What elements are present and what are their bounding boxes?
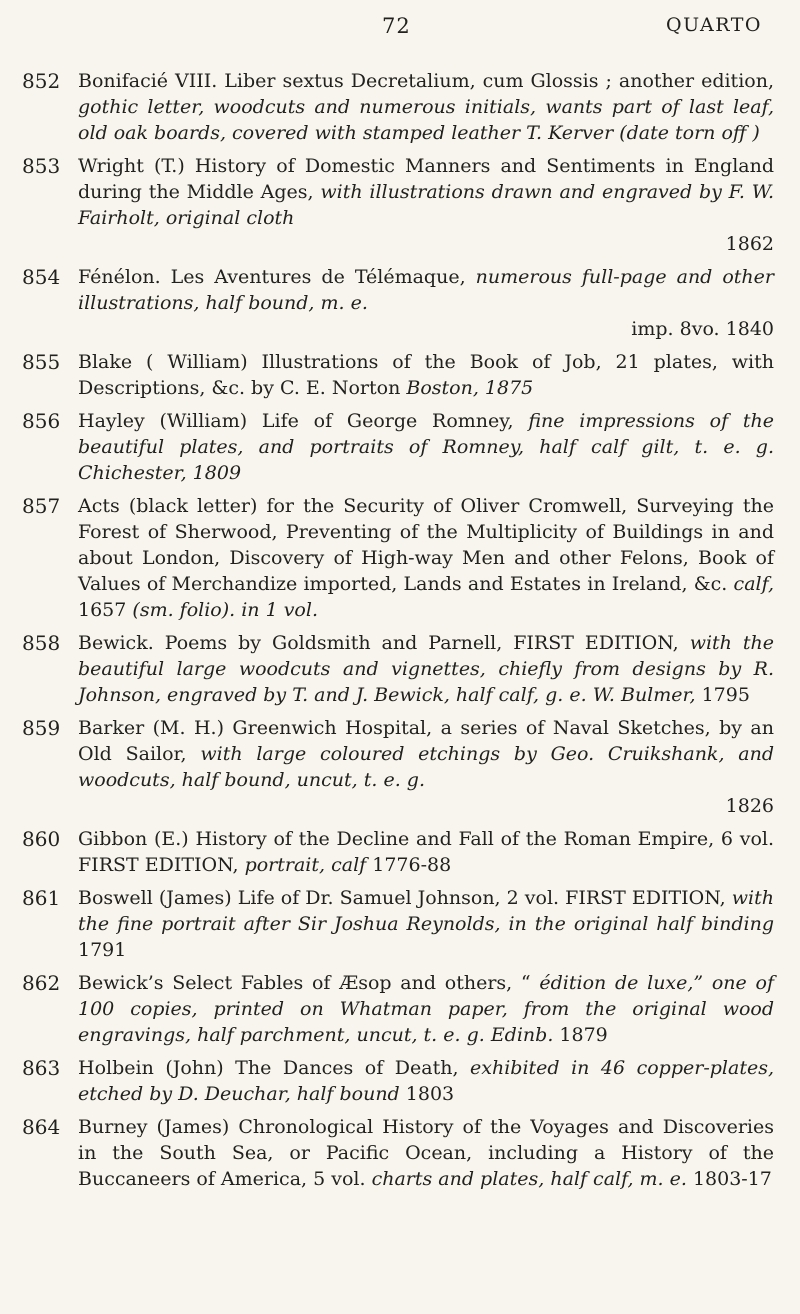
lot-number: 856 <box>22 409 61 433</box>
roman-text: Boswell (James) Life of Dr. Samuel Johnson, 2 vol. FIRST EDITION, <box>78 887 732 909</box>
catalogue-entry <box>22 264 774 342</box>
catalogue-entry <box>22 1114 774 1192</box>
roman-text: Acts (black letter) for the Security of Oliver Cromwell, Surveying the Forest of Sherwood, Preventing of the Multiplicity of Buildings in and about London, Discovery of High-way Men and other Felons, Book of Values of Merchandize imported, Lands and Estates in Ireland, &c. <box>78 495 774 595</box>
roman-text: Wright (T.) History of Domestic Manners and Sentiments in England during the Middle Ages, <box>78 155 774 203</box>
catalogue-entry <box>22 349 774 401</box>
lot-number: 861 <box>22 886 61 910</box>
lot-number: 863 <box>22 1056 61 1080</box>
roman-text: Blake ( William) Illustrations of the Book of Job, 21 plates, with Descriptions, &c. by C. E. Norton <box>78 351 774 399</box>
lot-number: 859 <box>22 716 61 740</box>
entry-description <box>78 408 774 486</box>
lot-number: 853 <box>22 154 61 178</box>
catalogue-entry <box>22 493 774 623</box>
lot-number: 855 <box>22 350 61 374</box>
lot-number: 858 <box>22 631 61 655</box>
italic-text: with the beautiful large woodcuts and vignettes, chiefly from designs by R. Johnson, engraved by T. and J. Bewick, half calf, g. e. W. Bulmer, <box>78 632 774 706</box>
italic-text: édition de luxe,” one of 100 copies, printed on Whatman paper, from the original wood engravings, half parchment, uncut, t. e. g. Edinb. <box>78 972 774 1046</box>
italic-text: gothic letter, woodcuts and numerous initials, wants part of last leaf, old oak boards, covered with stamped leather <box>78 96 774 144</box>
roman-text: 1803 <box>399 1083 455 1105</box>
page-number: 72 <box>382 14 411 38</box>
roman-text: Barker (M. H.) Greenwich Hospital, a series of Naval Sketches, by an Old Sailor, <box>78 717 774 765</box>
entry-description <box>78 349 774 401</box>
catalogue-entry <box>22 408 774 486</box>
lot-number: 857 <box>22 494 61 518</box>
roman-text: Burney (James) Chronological History of the Voyages and Discoveries in the South Sea, or Pacific Ocean, including a History of the Buccaneers of America, 5 vol. <box>78 1116 774 1190</box>
entry-description <box>78 630 774 708</box>
italic-text: with illustrations drawn and engraved by F. W. Fairholt, original cloth <box>78 181 774 229</box>
lot-number: 852 <box>22 69 61 93</box>
roman-text: 1657 <box>78 599 133 621</box>
entry-description <box>78 970 774 1048</box>
lot-number: 860 <box>22 827 61 851</box>
entry-description <box>78 1055 774 1107</box>
lot-number: 864 <box>22 1115 61 1139</box>
italic-text: with the fine portrait after Sir Joshua Reynolds, in the original half binding <box>78 887 774 935</box>
roman-text: Bewick’s Select Fables of Æsop and others, “ <box>78 972 540 994</box>
roman-text: Holbein (John) The Dances of Death, <box>78 1057 471 1079</box>
roman-text: Bonifacié VIII. Liber sextus Decretalium, cum Glossis ; another edition, <box>78 70 774 92</box>
roman-text: Gibbon (E.) History of the Decline and Fall of the Roman Empire, 6 vol. FIRST EDITION, <box>78 828 774 876</box>
lot-number: 862 <box>22 971 61 995</box>
imprint-date: imp. 8vo. 1840 <box>631 318 774 340</box>
roman-text: 1791 <box>78 939 127 961</box>
roman-text: Bewick. Poems by Goldsmith and Parnell, FIRST EDITION, <box>78 632 690 654</box>
roman-text: 1879 <box>559 1024 608 1046</box>
catalogue-entry <box>22 1055 774 1107</box>
italic-text: Boston, 1875 <box>406 377 534 399</box>
imprint-date: 1826 <box>725 795 774 817</box>
entry-description <box>78 1114 774 1192</box>
entry-description <box>78 493 774 623</box>
imprint-date: 1862 <box>725 233 774 255</box>
catalogue-entry <box>22 715 774 819</box>
lot-number: 854 <box>22 265 61 289</box>
roman-text: 1776-88 <box>366 854 452 876</box>
italic-text: calf, <box>733 573 774 595</box>
italic-text: exhibited in 46 copper-plates, etched by D. Deuchar, half bound <box>78 1057 774 1105</box>
entry-description <box>78 264 774 342</box>
italic-text: portrait, calf <box>244 854 367 876</box>
catalogue-entries <box>22 68 774 1199</box>
catalogue-entry <box>22 826 774 878</box>
catalogue-entry <box>22 153 774 257</box>
roman-text: Hayley (William) Life of George Romney, <box>78 410 529 432</box>
catalogue-entry <box>22 68 774 146</box>
italic-text: fine impressions of the beautiful plates, and portraits of Romney, half calf gilt, t. e. g. Chichester, 1809 <box>78 410 774 484</box>
italic-text: T. Kerver (date torn off ) <box>520 122 760 144</box>
italic-text: numerous full-page and other illustrations, half bound, m. e. <box>78 266 774 314</box>
entry-description <box>78 885 774 963</box>
running-head: QUARTO <box>666 14 762 36</box>
italic-text: charts and plates, half calf, m. e. <box>371 1168 687 1190</box>
roman-text: 1803-17 <box>686 1168 772 1190</box>
roman-text: Fénélon. Les Aventures de Télémaque, <box>78 266 476 288</box>
italic-text: with large coloured etchings by Geo. Cruikshank, and woodcuts, half bound, uncut, t. e. g. <box>78 743 774 791</box>
roman-text: 1795 <box>701 684 750 706</box>
catalogue-entry <box>22 970 774 1048</box>
catalogue-entry <box>22 630 774 708</box>
entry-description <box>78 68 774 146</box>
italic-text: (sm. folio). in 1 vol. <box>132 599 318 621</box>
entry-description <box>78 826 774 878</box>
entry-description <box>78 715 774 819</box>
entry-description <box>78 153 774 257</box>
catalogue-entry <box>22 885 774 963</box>
